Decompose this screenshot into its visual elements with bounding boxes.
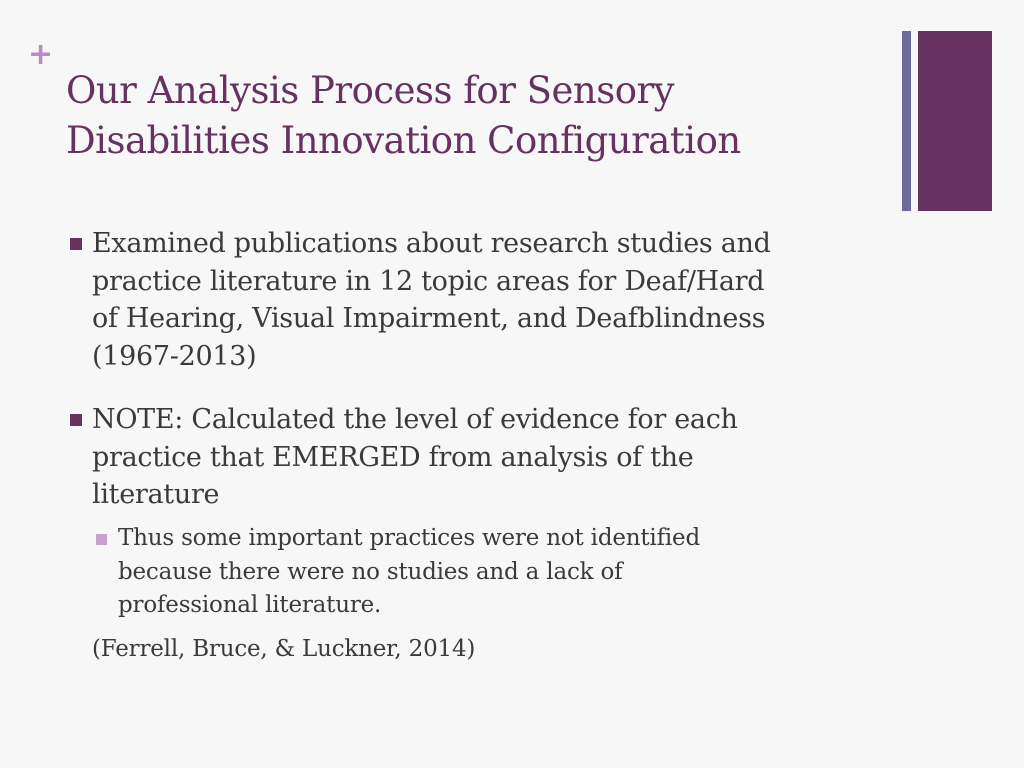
bullet-line: (1967-2013) — [92, 340, 257, 372]
bullet-line: of Hearing, Visual Impairment, and Deafblindness — [92, 303, 766, 334]
bullet-square-icon — [70, 414, 82, 426]
bullet-line: literature — [92, 479, 220, 510]
citation: (Ferrell, Bruce, & Luckner, 2014) — [92, 636, 476, 662]
slide-title-line-1: Our Analysis Process for Sensory — [66, 69, 675, 112]
plus-icon: + — [28, 37, 54, 72]
sub-bullet-line: Thus some important practices were not identified — [118, 525, 700, 551]
bullet-line: practice literature in 12 topic areas for Deaf/Hard — [92, 265, 765, 297]
bullet-line: practice that EMERGED from analysis of the — [92, 441, 694, 473]
bullet-examined-publications — [92, 225, 902, 375]
sub-bullet-important-practices — [118, 522, 898, 623]
bullet-line: Examined publications about research studies and — [92, 228, 771, 259]
bullet-line: NOTE: Calculated the level of evidence for each — [92, 404, 738, 435]
sub-bullet-square-icon — [96, 534, 107, 545]
accent-bar-wide — [918, 31, 992, 211]
bullet-square-icon — [70, 238, 82, 250]
accent-bar-thin — [902, 31, 911, 211]
slide-title-line-2: Disabilities Innovation Configuration — [66, 119, 741, 162]
bullet-note-evidence — [92, 401, 902, 514]
slide-title — [66, 66, 886, 166]
sub-bullet-line: because there were no studies and a lack of — [118, 558, 623, 585]
sub-bullet-line: professional literature. — [118, 592, 382, 618]
